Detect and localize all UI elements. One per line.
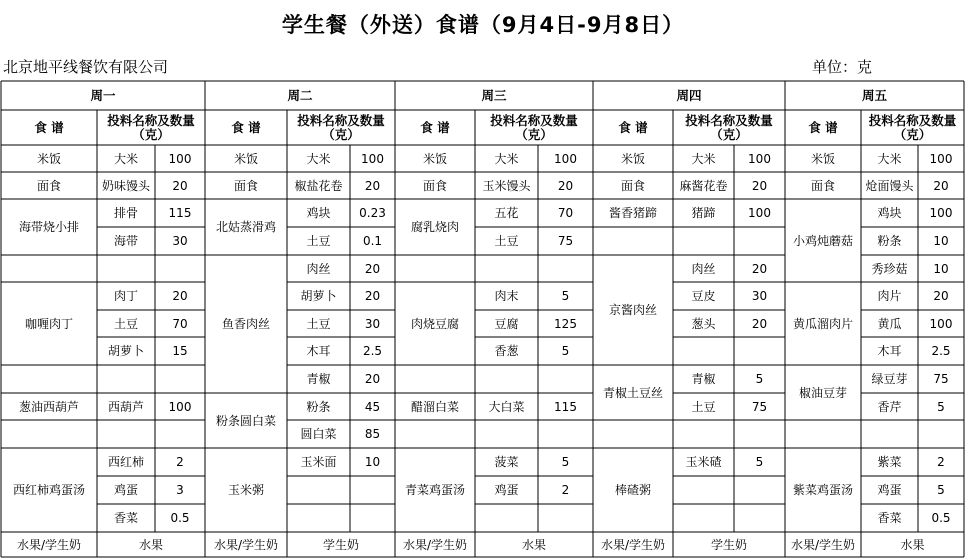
ingredient-name: 鸡蛋 [113, 483, 138, 497]
ingredient-name [475, 255, 538, 282]
ingredient-name [475, 365, 538, 393]
ingredient-column-header: 投料名称及数量（克） [868, 112, 957, 142]
dish-name: 青菜鸡蛋汤 [404, 483, 465, 497]
ingredient-column-header: 投料名称及数量（克） [685, 112, 773, 142]
ingredient-name: 大米 [494, 151, 519, 166]
ingredient-qty: 20 [933, 289, 949, 303]
ingredient-qty: 20 [751, 316, 768, 331]
ingredient-qty: 75 [557, 234, 574, 248]
fruit-milk-label: 水果/学生奶 [402, 537, 468, 552]
dish-column-header: 食 谱 [808, 119, 838, 135]
ingredient-name [97, 255, 155, 282]
ingredient-qty: 20 [751, 178, 768, 193]
ingredient-name: 肉丝 [691, 261, 716, 276]
ingredient-name: 玉米馒头 [482, 178, 531, 193]
dish-name: 米饭 [810, 151, 835, 166]
fruit-milk-value: 水果 [900, 537, 925, 552]
ingredient-qty: 75 [751, 399, 768, 414]
ingredient-qty: 2 [176, 455, 184, 469]
ingredient-qty: 115 [168, 206, 192, 220]
ingredient-qty: 125 [554, 316, 577, 331]
ingredient-name: 土豆 [306, 234, 331, 248]
ingredient-qty [350, 504, 395, 532]
ingredient-qty [350, 476, 395, 504]
ingredient-name: 奶味馒头 [101, 178, 150, 193]
ingredient-qty: 100 [748, 151, 771, 166]
ingredient-name [475, 420, 538, 448]
ingredient-qty: 5 [755, 455, 764, 469]
ingredient-qty [538, 365, 593, 393]
ingredient-name: 粉条 [306, 399, 331, 414]
ingredient-name: 肉末 [494, 289, 519, 303]
ingredient-name: 大米 [306, 151, 331, 166]
ingredient-name: 胡萝卜 [107, 344, 144, 358]
ingredient-name [673, 420, 734, 448]
dish-name: 京酱肉丝 [608, 303, 657, 317]
ingredient-qty: 30 [364, 316, 381, 331]
ingredient-name: 西红柿 [107, 455, 144, 469]
dish-name: 棒碴粥 [614, 483, 651, 497]
ingredient-qty: 15 [172, 344, 188, 358]
ingredient-qty [734, 227, 785, 255]
ingredient-name: 土豆 [691, 399, 716, 414]
ingredient-name: 香菜 [113, 511, 138, 525]
ingredient-qty [538, 504, 593, 532]
ingredient-qty: 20 [751, 261, 768, 276]
ingredient-name [673, 476, 734, 504]
ingredient-qty: 2 [937, 455, 945, 469]
dish-column-header: 食 谱 [231, 119, 261, 135]
dish-name: 鱼香肉丝 [221, 317, 270, 331]
ingredient-qty: 100 [168, 399, 192, 414]
ingredient-name: 猪蹄 [691, 206, 716, 220]
ingredient-qty: 85 [364, 427, 381, 441]
ingredient-name: 葱头 [691, 316, 716, 331]
ingredient-qty: 2.5 [362, 344, 383, 358]
ingredient-name [673, 337, 734, 365]
dish-name [593, 227, 673, 255]
ingredient-qty: 5 [937, 483, 945, 497]
ingredient-name: 玉米面 [300, 455, 337, 469]
ingredient-qty [734, 420, 785, 448]
dish-name [785, 420, 861, 448]
ingredient-name [861, 420, 918, 448]
ingredient-qty [155, 420, 205, 448]
dish-name: 面食 [36, 178, 61, 193]
ingredient-qty: 5 [561, 344, 570, 358]
ingredient-name: 五花 [494, 206, 519, 220]
dish-name [1, 365, 97, 393]
dish-name: 肉烧豆腐 [410, 316, 459, 331]
ingredient-name [287, 504, 350, 532]
ingredient-column-header: 投料名称及数量（克） [297, 112, 385, 142]
ingredient-qty [734, 504, 785, 532]
dish-name: 葱油西葫芦 [18, 399, 79, 414]
dish-name: 醋溜白菜 [410, 399, 459, 414]
dish-name: 紫菜鸡蛋汤 [792, 483, 853, 497]
ingredient-name: 青椒 [691, 372, 716, 386]
ingredient-qty: 70 [557, 206, 574, 220]
ingredient-name: 大米 [877, 151, 902, 166]
dish-name: 面食 [810, 178, 835, 193]
ingredient-name: 大米 [113, 151, 138, 166]
ingredient-qty: 5 [937, 399, 945, 414]
ingredient-name: 鸡块 [877, 206, 902, 220]
ingredient-name: 香葱 [494, 344, 519, 358]
ingredient-qty [734, 337, 785, 365]
ingredient-qty: 20 [933, 178, 949, 193]
ingredient-qty: 20 [172, 289, 188, 303]
ingredient-name [475, 504, 538, 532]
ingredient-name: 青椒 [306, 372, 331, 386]
ingredient-name: 西葫芦 [107, 399, 144, 414]
ingredient-name [97, 365, 155, 393]
ingredient-name: 黄瓜 [877, 316, 902, 331]
ingredient-qty: 20 [364, 261, 381, 276]
ingredient-name: 肉丁 [113, 289, 138, 303]
ingredient-qty: 100 [929, 151, 953, 166]
ingredient-qty: 115 [554, 399, 577, 414]
ingredient-qty: 10 [933, 234, 949, 248]
ingredient-qty: 100 [929, 316, 953, 331]
dish-column-header: 食 谱 [420, 119, 450, 135]
ingredient-name [673, 504, 734, 532]
ingredient-qty: 2 [561, 483, 570, 497]
ingredient-qty: 20 [364, 289, 381, 303]
ingredient-qty: 5 [561, 289, 570, 303]
dish-name [395, 420, 475, 448]
ingredient-qty: 0.1 [362, 234, 383, 248]
ingredient-qty: 5 [561, 455, 570, 469]
dish-name: 腐乳烧肉 [410, 220, 459, 234]
dish-name [1, 255, 97, 282]
ingredient-name: 炝面馒头 [865, 178, 914, 193]
ingredient-name: 肉片 [877, 289, 902, 303]
ingredient-name: 玉米碴 [685, 455, 722, 469]
dish-name: 米饭 [233, 151, 258, 166]
dish-name: 面食 [233, 178, 258, 193]
fruit-milk-label: 水果/学生奶 [16, 537, 82, 552]
dish-name: 面食 [422, 178, 447, 193]
ingredient-qty: 20 [557, 178, 574, 193]
ingredient-name: 鸡块 [306, 206, 331, 220]
ingredient-name: 海带 [113, 234, 138, 248]
ingredient-name: 木耳 [877, 344, 902, 358]
dish-column-header: 食 谱 [34, 119, 64, 135]
dish-name: 咖喱肉丁 [24, 316, 73, 331]
ingredient-qty: 75 [933, 372, 949, 386]
ingredient-name: 鸡蛋 [877, 483, 902, 497]
ingredient-name: 大白菜 [488, 399, 525, 414]
day-header: 周四 [676, 87, 702, 103]
dish-name: 北姑蒸滑鸡 [215, 220, 276, 234]
ingredient-qty: 100 [929, 206, 953, 220]
ingredient-qty [538, 255, 593, 282]
ingredient-qty [918, 420, 964, 448]
ingredient-name: 香芹 [877, 399, 902, 414]
ingredient-name [97, 420, 155, 448]
ingredient-qty: 100 [748, 206, 771, 220]
ingredient-name: 肉丝 [306, 261, 331, 276]
ingredient-qty: 0.5 [931, 511, 951, 525]
ingredient-name: 圆白菜 [300, 427, 337, 441]
dish-name [1, 420, 97, 448]
fruit-milk-label: 水果/学生奶 [213, 537, 279, 552]
ingredient-name: 紫菜 [877, 455, 902, 469]
ingredient-qty: 2.5 [931, 344, 951, 358]
dish-name: 米饭 [422, 151, 447, 166]
ingredient-name [287, 476, 350, 504]
ingredient-qty [734, 476, 785, 504]
ingredient-qty: 5 [755, 372, 764, 386]
ingredient-name: 土豆 [494, 234, 519, 248]
ingredient-name: 麻酱花卷 [679, 178, 728, 193]
fruit-milk-label: 水果/学生奶 [790, 537, 856, 552]
ingredient-qty: 70 [172, 316, 188, 331]
ingredient-qty [155, 365, 205, 393]
ingredient-qty [155, 255, 205, 282]
company-name: 北京地平线餐饮有限公司 [3, 58, 169, 76]
ingredient-qty: 100 [168, 151, 192, 166]
ingredient-qty: 20 [364, 178, 381, 193]
ingredient-name: 菠菜 [494, 455, 519, 469]
fruit-milk-value: 学生奶 [322, 537, 359, 552]
day-header: 周二 [287, 87, 313, 103]
ingredient-name: 香菜 [877, 511, 902, 525]
dish-name: 西红柿鸡蛋汤 [12, 483, 85, 497]
day-header: 周一 [90, 87, 116, 103]
ingredient-name: 绿豆芽 [871, 372, 908, 386]
ingredient-qty: 100 [361, 151, 384, 166]
ingredient-qty: 3 [176, 483, 184, 497]
dish-name [593, 420, 673, 448]
ingredient-qty: 0.23 [359, 206, 386, 220]
fruit-milk-value: 水果 [138, 537, 163, 552]
dish-name: 酱香猪蹄 [608, 206, 657, 220]
dish-name: 海带烧小排 [18, 220, 79, 234]
ingredient-qty: 10 [364, 455, 381, 469]
ingredient-name: 椒盐花卷 [294, 178, 343, 193]
dish-name: 椒油豆芽 [798, 385, 847, 400]
ingredient-name: 大米 [691, 151, 716, 166]
page-title: 学生餐（外送）食谱（9月4日-9月8日） [281, 13, 685, 37]
ingredient-qty: 30 [751, 289, 768, 303]
ingredient-qty: 20 [172, 178, 188, 193]
dish-name: 面食 [620, 178, 645, 193]
ingredient-name: 粉条 [877, 234, 902, 248]
ingredient-name: 排骨 [113, 206, 138, 220]
ingredient-column-header: 投料名称及数量（克） [490, 112, 578, 142]
ingredient-qty: 100 [554, 151, 577, 166]
fruit-milk-value: 水果 [521, 537, 546, 552]
dish-name: 粉条圆白菜 [215, 413, 276, 428]
ingredient-qty: 45 [364, 399, 381, 414]
unit-label: 单位：克 [812, 58, 873, 76]
dish-name: 黄瓜溜肉片 [792, 316, 853, 331]
day-header: 周五 [861, 87, 887, 103]
dish-name: 米饭 [620, 151, 645, 166]
ingredient-qty: 30 [172, 234, 188, 248]
fruit-milk-label: 水果/学生奶 [600, 537, 666, 552]
dish-name: 小鸡炖蘑菇 [792, 233, 853, 248]
dish-name [395, 365, 475, 393]
dish-name: 米饭 [36, 151, 61, 166]
dish-name: 青椒土豆丝 [602, 385, 663, 400]
ingredient-name: 鸡蛋 [494, 483, 519, 497]
ingredient-name: 土豆 [113, 316, 138, 331]
ingredient-qty: 20 [364, 372, 381, 386]
ingredient-name: 木耳 [306, 344, 331, 358]
ingredient-name: 豆腐 [494, 316, 519, 331]
ingredient-qty [538, 420, 593, 448]
ingredient-column-header: 投料名称及数量（克） [107, 112, 195, 142]
ingredient-name: 豆皮 [691, 289, 716, 303]
ingredient-qty: 10 [933, 261, 949, 276]
ingredient-name: 胡萝卜 [300, 289, 337, 303]
day-header: 周三 [481, 87, 507, 103]
ingredient-qty: 0.5 [170, 511, 190, 525]
dish-name: 玉米粥 [227, 483, 264, 497]
ingredient-name [673, 227, 734, 255]
ingredient-name: 秀珍菇 [871, 261, 908, 276]
ingredient-name: 土豆 [306, 316, 331, 331]
dish-column-header: 食 谱 [618, 119, 648, 135]
dish-name [395, 255, 475, 282]
fruit-milk-value: 学生奶 [710, 537, 747, 552]
